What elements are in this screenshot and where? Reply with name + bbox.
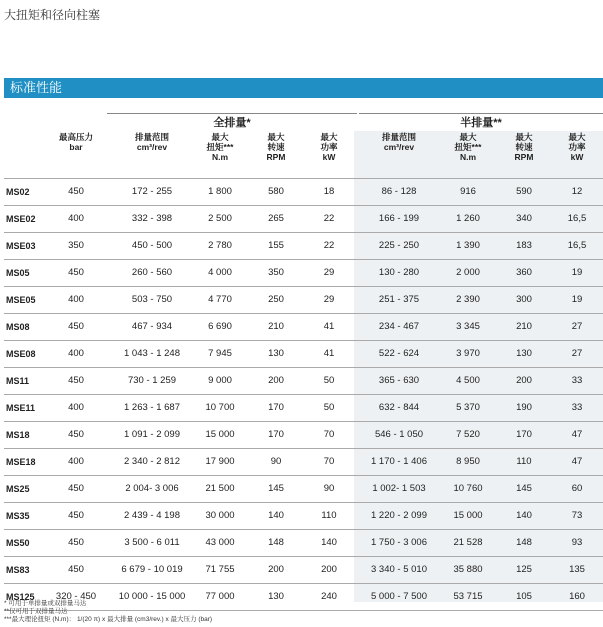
cell-model: MSE02 <box>6 214 36 224</box>
cell-half-speed: 200 <box>516 375 532 386</box>
cell-full-torque: 15 000 <box>205 429 235 440</box>
cell-half-displacement: 130 - 280 <box>378 267 420 278</box>
cell-max-pressure: 400 <box>68 213 84 224</box>
cell-half-torque: 2 000 <box>456 267 480 278</box>
cell-half-torque: 2 390 <box>456 294 480 305</box>
cell-half-speed: 190 <box>516 402 532 413</box>
footnote-2: **仅可用于双排量马达 <box>4 608 68 615</box>
cell-half-power: 27 <box>571 348 583 359</box>
cell-half-displacement: 225 - 250 <box>378 240 420 251</box>
cell-half-speed: 183 <box>516 240 532 251</box>
cell-full-displacement: 3 500 - 6 011 <box>124 537 180 548</box>
cell-half-speed: 140 <box>516 510 532 521</box>
cell-half-power: 16,5 <box>567 240 587 251</box>
cell-full-power: 41 <box>323 348 335 359</box>
table-row <box>4 313 603 340</box>
cell-full-speed: 210 <box>268 321 284 332</box>
cell-model: MSE11 <box>6 403 36 413</box>
cell-full-torque: 43 000 <box>205 537 235 548</box>
table-row <box>4 529 603 556</box>
cell-max-pressure: 400 <box>68 294 84 305</box>
cell-full-speed: 250 <box>268 294 284 305</box>
cell-half-torque: 4 500 <box>456 375 480 386</box>
cell-half-torque: 3 345 <box>456 321 480 332</box>
cell-max-pressure: 450 <box>68 510 84 521</box>
cell-full-speed: 148 <box>268 537 284 548</box>
cell-full-power: 70 <box>323 456 335 467</box>
cell-full-power: 240 <box>321 591 337 602</box>
cell-full-displacement: 260 - 560 <box>131 267 173 278</box>
cell-full-power: 18 <box>323 186 335 197</box>
cell-half-torque: 5 370 <box>456 402 480 413</box>
cell-half-speed: 360 <box>516 267 532 278</box>
page-title: 大扭矩和径向柱塞 <box>4 8 101 22</box>
cell-half-speed: 300 <box>516 294 532 305</box>
cell-full-power: 50 <box>323 375 335 386</box>
cell-full-speed: 265 <box>268 213 284 224</box>
cell-full-speed: 200 <box>268 375 284 386</box>
cell-full-power: 50 <box>323 402 335 413</box>
table-row <box>4 394 603 421</box>
cell-model: MS50 <box>6 538 30 548</box>
cell-full-torque: 4 000 <box>208 267 232 278</box>
cell-full-speed: 200 <box>268 564 284 575</box>
cell-full-torque: 17 900 <box>205 456 235 467</box>
cell-half-power: 33 <box>571 402 583 413</box>
cell-full-torque: 77 000 <box>205 591 235 602</box>
cell-model: MS02 <box>6 187 30 197</box>
cell-half-displacement: 632 - 844 <box>378 402 420 413</box>
cell-max-pressure: 320 - 450 <box>55 591 97 602</box>
cell-half-displacement: 522 - 624 <box>378 348 420 359</box>
cell-half-displacement: 5 000 - 7 500 <box>371 591 427 602</box>
table-row <box>4 448 603 475</box>
cell-half-torque: 10 760 <box>453 483 483 494</box>
cell-max-pressure: 450 <box>68 321 84 332</box>
cell-full-power: 22 <box>323 213 335 224</box>
cell-model: MS35 <box>6 511 30 521</box>
cell-full-torque: 4 770 <box>208 294 232 305</box>
table-row <box>4 475 603 502</box>
cell-model: MS125 <box>6 592 35 602</box>
cell-model: MSE08 <box>6 349 36 359</box>
cell-half-torque: 7 520 <box>456 429 480 440</box>
cell-full-torque: 10 700 <box>205 402 235 413</box>
cell-full-power: 200 <box>321 564 337 575</box>
cell-max-pressure: 450 <box>68 267 84 278</box>
cell-full-power: 22 <box>323 240 335 251</box>
cell-full-displacement: 730 - 1 259 <box>127 375 177 386</box>
cell-half-power: 47 <box>571 429 583 440</box>
cell-half-displacement: 1 220 - 2 099 <box>371 510 427 521</box>
cell-model: MSE18 <box>6 457 36 467</box>
header-full-displacement-range: 排量范围 cm³/rev <box>134 132 169 152</box>
cell-half-power: 160 <box>569 591 585 602</box>
cell-full-displacement: 172 - 255 <box>131 186 173 197</box>
cell-half-power: 19 <box>571 294 583 305</box>
cell-max-pressure: 450 <box>68 483 84 494</box>
cell-full-torque: 71 755 <box>205 564 235 575</box>
cell-half-displacement: 86 - 128 <box>381 186 417 197</box>
header-half-max-power: 最大 功率 kW <box>568 132 586 162</box>
cell-half-power: 19 <box>571 267 583 278</box>
table-row <box>4 205 603 232</box>
cell-full-speed: 580 <box>268 186 284 197</box>
group-half-displacement: 半排量** <box>359 113 603 132</box>
cell-half-displacement: 3 340 - 5 010 <box>371 564 427 575</box>
cell-full-torque: 6 690 <box>208 321 232 332</box>
cell-full-displacement: 10 000 - 15 000 <box>118 591 186 602</box>
cell-model: MS08 <box>6 322 30 332</box>
cell-model: MS11 <box>6 376 30 386</box>
cell-model: MS18 <box>6 430 30 440</box>
table-row <box>4 178 603 205</box>
cell-half-torque: 3 970 <box>456 348 480 359</box>
cell-full-torque: 2 500 <box>208 213 232 224</box>
cell-full-displacement: 503 - 750 <box>131 294 173 305</box>
cell-full-power: 29 <box>323 294 335 305</box>
cell-full-speed: 170 <box>268 402 284 413</box>
header-full-max-speed: 最大 转速 RPM <box>266 132 286 162</box>
cell-full-displacement: 332 - 398 <box>131 213 173 224</box>
cell-full-displacement: 2 340 - 2 812 <box>124 456 180 467</box>
cell-half-power: 73 <box>571 510 583 521</box>
footnote-3: ***最大理论扭矩 (N.m)： 1/(20 π) x 最大排量 (cm3/rev.) x 最大压力 (bar) <box>4 616 213 623</box>
header-half-max-torque: 最大 扭矩*** N.m <box>454 132 482 162</box>
header-full-max-torque: 最大 扭矩*** N.m <box>206 132 234 162</box>
header-full-max-power: 最大 功率 kW <box>320 132 338 162</box>
cell-half-torque: 53 715 <box>453 591 483 602</box>
cell-half-power: 47 <box>571 456 583 467</box>
cell-half-displacement: 1 750 - 3 006 <box>371 537 427 548</box>
cell-full-torque: 21 500 <box>205 483 235 494</box>
cell-full-torque: 9 000 <box>208 375 232 386</box>
cell-half-torque: 1 390 <box>456 240 480 251</box>
cell-full-speed: 155 <box>268 240 284 251</box>
cell-full-power: 29 <box>323 267 335 278</box>
cell-max-pressure: 450 <box>68 186 84 197</box>
cell-half-speed: 210 <box>516 321 532 332</box>
cell-half-torque: 1 260 <box>456 213 480 224</box>
cell-half-speed: 130 <box>516 348 532 359</box>
cell-full-power: 41 <box>323 321 335 332</box>
cell-full-displacement: 1 091 - 2 099 <box>124 429 180 440</box>
cell-full-torque: 2 780 <box>208 240 232 251</box>
cell-half-displacement: 1 170 - 1 406 <box>371 456 427 467</box>
cell-full-speed: 350 <box>268 267 284 278</box>
table-row <box>4 259 603 286</box>
table-row <box>4 421 603 448</box>
table-row <box>4 502 603 529</box>
cell-half-speed: 125 <box>516 564 532 575</box>
cell-half-power: 12 <box>571 186 583 197</box>
header-max-pressure: 最高压力 bar <box>58 132 93 152</box>
column-header-row <box>4 132 603 178</box>
cell-full-speed: 130 <box>268 591 284 602</box>
cell-full-torque: 30 000 <box>205 510 235 521</box>
cell-full-speed: 130 <box>268 348 284 359</box>
table-row <box>4 367 603 394</box>
cell-half-speed: 148 <box>516 537 532 548</box>
cell-max-pressure: 450 <box>68 537 84 548</box>
cell-full-displacement: 6 679 - 10 019 <box>121 564 183 575</box>
cell-model: MS83 <box>6 565 30 575</box>
cell-model: MS25 <box>6 484 30 494</box>
cell-half-speed: 110 <box>516 456 532 467</box>
cell-half-displacement: 546 - 1 050 <box>374 429 424 440</box>
cell-full-speed: 145 <box>268 483 284 494</box>
cell-half-torque: 916 <box>460 186 476 197</box>
cell-full-displacement: 2 004- 3 006 <box>125 483 179 494</box>
cell-half-speed: 170 <box>516 429 532 440</box>
cell-full-speed: 90 <box>270 456 282 467</box>
cell-full-torque: 7 945 <box>208 348 232 359</box>
footnote-1: * 可用于单排量或双排量马达 <box>4 600 87 607</box>
cell-model: MSE05 <box>6 295 36 305</box>
cell-full-power: 70 <box>323 429 335 440</box>
cell-max-pressure: 450 <box>68 429 84 440</box>
cell-half-speed: 105 <box>516 591 532 602</box>
cell-half-speed: 340 <box>516 213 532 224</box>
cell-half-torque: 8 950 <box>456 456 480 467</box>
cell-max-pressure: 400 <box>68 348 84 359</box>
cell-half-displacement: 234 - 467 <box>378 321 420 332</box>
group-header-row <box>107 113 603 131</box>
cell-max-pressure: 400 <box>68 402 84 413</box>
cell-half-torque: 21 528 <box>453 537 483 548</box>
cell-half-speed: 145 <box>516 483 532 494</box>
cell-max-pressure: 450 <box>68 564 84 575</box>
cell-full-displacement: 2 439 - 4 198 <box>124 510 180 521</box>
cell-half-power: 33 <box>571 375 583 386</box>
cell-full-power: 140 <box>321 537 337 548</box>
cell-max-pressure: 350 <box>68 240 84 251</box>
cell-half-power: 60 <box>571 483 583 494</box>
header-half-displacement-range: 排量范围 cm³/rev <box>381 132 416 152</box>
cell-model: MS05 <box>6 268 30 278</box>
table-row <box>4 556 603 583</box>
cell-max-pressure: 450 <box>68 375 84 386</box>
cell-half-speed: 590 <box>516 186 532 197</box>
cell-model: MSE03 <box>6 241 36 251</box>
cell-full-power: 90 <box>323 483 335 494</box>
table-row <box>4 340 603 367</box>
cell-half-displacement: 166 - 199 <box>378 213 420 224</box>
cell-max-pressure: 400 <box>68 456 84 467</box>
cell-half-displacement: 1 002- 1 503 <box>372 483 426 494</box>
cell-half-power: 93 <box>571 537 583 548</box>
cell-half-torque: 35 880 <box>453 564 483 575</box>
performance-table-body <box>4 178 603 611</box>
cell-full-displacement: 1 263 - 1 687 <box>124 402 180 413</box>
footnotes <box>4 600 212 624</box>
header-half-max-speed: 最大 转速 RPM <box>514 132 534 162</box>
cell-half-displacement: 365 - 630 <box>378 375 420 386</box>
cell-full-displacement: 467 - 934 <box>131 321 173 332</box>
cell-half-power: 27 <box>571 321 583 332</box>
cell-half-torque: 15 000 <box>453 510 483 521</box>
table-row <box>4 232 603 259</box>
cell-full-power: 110 <box>321 510 337 521</box>
cell-half-power: 16,5 <box>567 213 587 224</box>
cell-half-power: 135 <box>569 564 585 575</box>
group-full-displacement: 全排量* <box>107 113 357 132</box>
cell-full-speed: 140 <box>268 510 284 521</box>
cell-full-displacement: 1 043 - 1 248 <box>124 348 180 359</box>
cell-half-displacement: 251 - 375 <box>378 294 420 305</box>
cell-full-displacement: 450 - 500 <box>131 240 173 251</box>
section-banner: 标准性能 <box>4 78 603 98</box>
cell-full-torque: 1 800 <box>208 186 232 197</box>
cell-full-speed: 170 <box>268 429 284 440</box>
table-row <box>4 286 603 313</box>
